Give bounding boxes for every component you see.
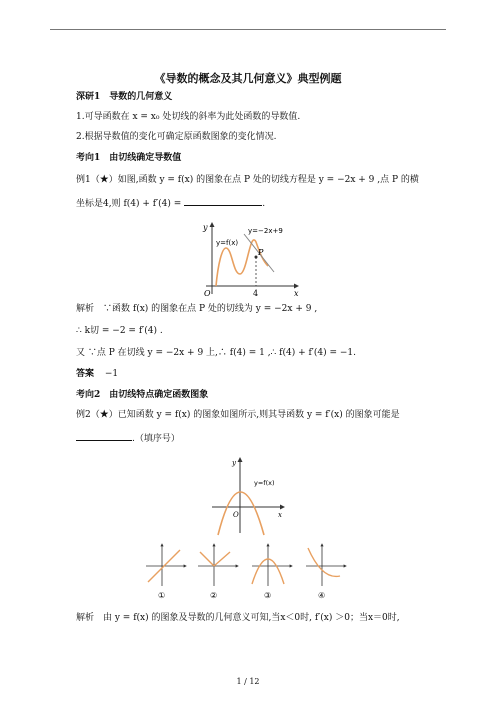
page-number: 1 / 12 <box>236 677 260 686</box>
answer-value: −1 <box>104 369 119 379</box>
example-1-end: . <box>262 199 266 209</box>
topic-heading-2: 考向2 由切线特点确定函数图象 <box>76 390 209 400</box>
example-1-line-2 <box>76 196 265 210</box>
x-axis-label: x <box>278 511 282 519</box>
point-2: 2.根据导数值的变化可确定原函数图象的变化情况. <box>76 132 277 142</box>
y-axis-label: y <box>232 459 236 467</box>
header-rule <box>50 29 446 30</box>
example-2-line-2 <box>76 431 180 445</box>
option-4-label: ④ <box>318 591 326 600</box>
option-2-label: ② <box>210 591 218 600</box>
option-3-label: ③ <box>264 591 272 600</box>
analysis-1-line-2: ∴ k切 = −2 = f′(4) . <box>76 326 163 336</box>
figure-2-options <box>144 540 354 600</box>
example-1-text: 坐标是4,则 f(4) + f′(4) = <box>76 199 182 209</box>
answer-label: 答案 <box>76 369 95 379</box>
example-1-line-1: 例1（★）如图,函数 y = f(x) 的图象在点 P 处的切线方程是 y = −2x + 9 ,点 P 的横 <box>76 175 419 185</box>
figure-2-main <box>208 455 288 535</box>
option-2-graph <box>198 544 238 586</box>
curve-f-parabola <box>218 492 264 535</box>
origin-label: O <box>204 289 211 298</box>
curve-label: y=f(x) <box>216 239 239 247</box>
y-axis-label: y <box>203 223 208 232</box>
origin-label: O <box>233 511 239 519</box>
option-4-graph <box>306 544 346 586</box>
topic-heading-1: 考向1 由切线确定导数值 <box>76 153 182 163</box>
x-tick-label: 4 <box>253 289 259 298</box>
example-2-suffix: .（填序号） <box>132 434 180 444</box>
analysis-2: 解析 由 y = f(x) 的图象及导数的几何意义可知,当x＜0时, f′(x) ＞0；当x＝0时, <box>76 613 400 623</box>
option-1-graph <box>146 544 186 586</box>
figure-1 <box>198 220 308 298</box>
answer-blank <box>184 196 262 206</box>
document-title: 《导数的概念及其几何意义》典型例题 <box>154 72 342 85</box>
option-3-graph <box>252 544 292 586</box>
point-1: 1.可导函数在 x = x₀ 处切线的斜率为此处函数的导数值. <box>76 112 301 122</box>
option-1-label: ① <box>158 591 166 600</box>
example-2-line-1: 例2（★）已知函数 y = f(x) 的图象如图所示,则其导函数 y = f′(x) 的图象可能是 <box>76 410 400 420</box>
analysis-1-line-3: 又 ∵点 P 在切线 y = −2x + 9 上,∴ f(4) = 1 ,∴ f(4) + f′(4) = −1. <box>76 348 356 358</box>
answer-1 <box>76 368 118 380</box>
curve-label: y=f(x) <box>254 479 275 487</box>
point-p-label: P <box>258 248 264 257</box>
tangent-label: y=−2x+9 <box>248 227 283 235</box>
answer-blank-2 <box>76 431 132 441</box>
section-heading: 深研1 导数的几何意义 <box>76 92 173 102</box>
x-axis-label: x <box>294 289 299 298</box>
analysis-1-line-1: 解析 ∵函数 f(x) 的图象在点 P 处的切线为 y = −2x + 9 , <box>76 304 318 314</box>
